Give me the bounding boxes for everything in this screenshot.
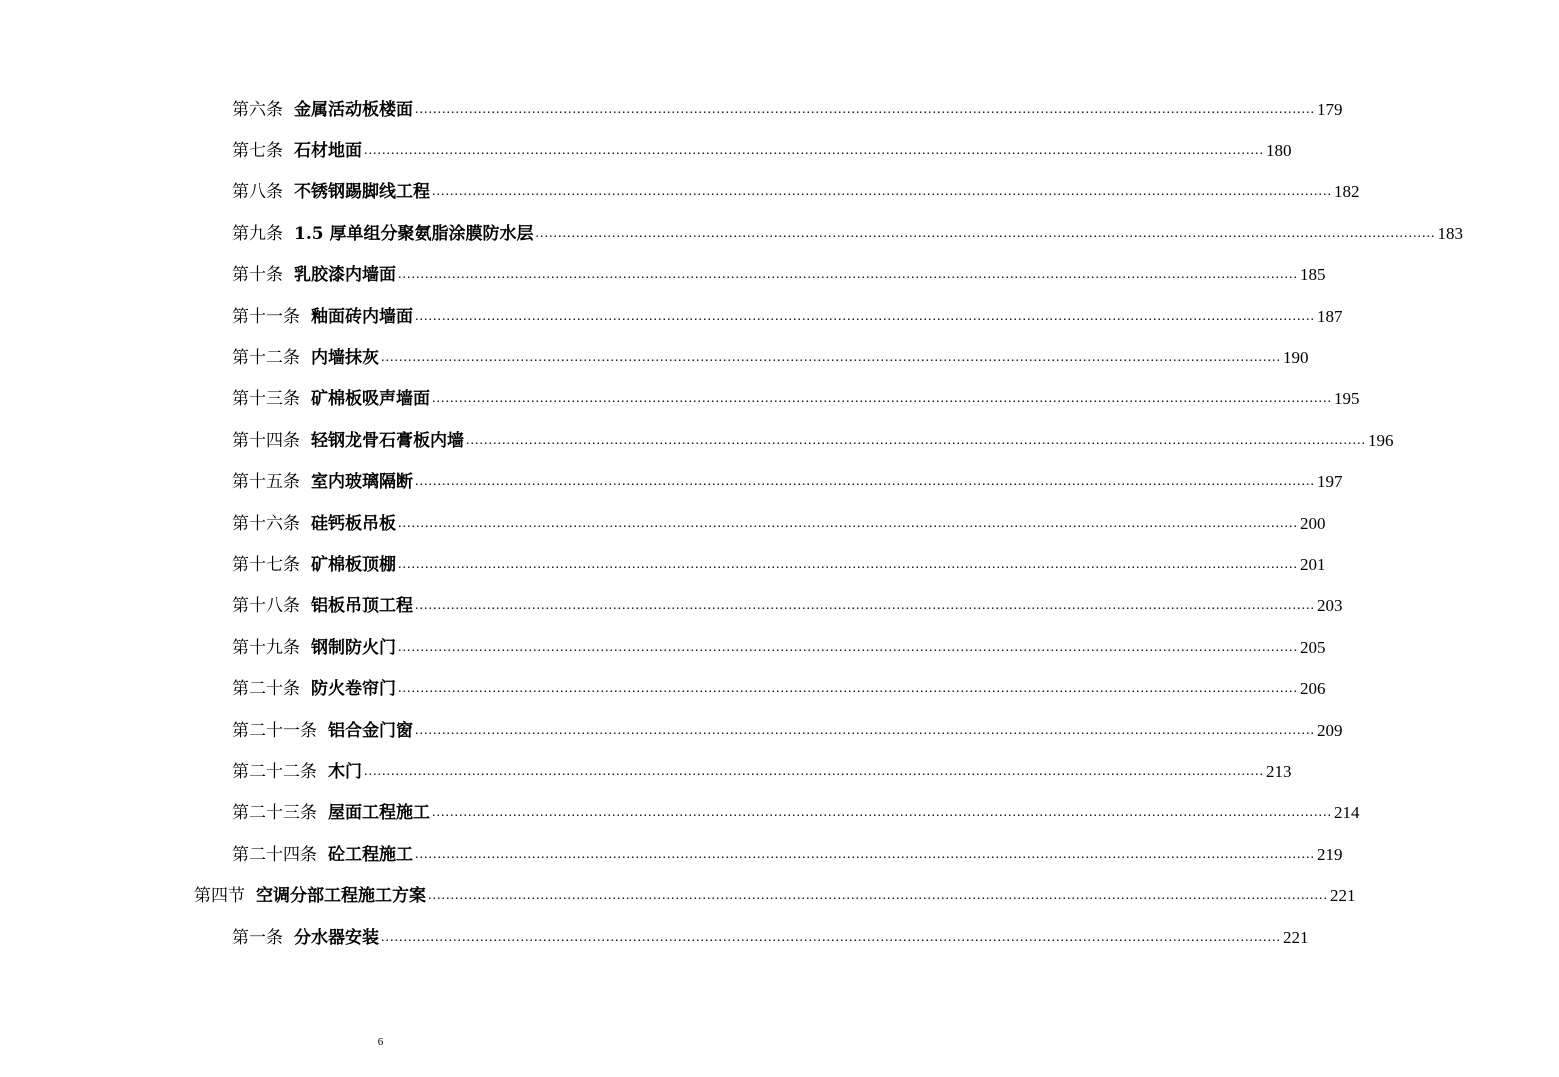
toc-dot-leader: ........................................................................................................................................................................................................ [432, 184, 1332, 200]
toc-dot-leader: ........................................................................................................................................................................................................ [415, 846, 1315, 862]
toc-entry[interactable] [0, 462, 1343, 503]
toc-entry-title: 室内玻璃隔断 [311, 472, 413, 493]
toc-entry-number: 第十九条 [232, 637, 300, 658]
toc-entry[interactable] [0, 875, 1356, 916]
toc-entry-page: 180 [1266, 141, 1292, 161]
toc-dot-leader: ........................................................................................................................................................................................................ [398, 515, 1298, 531]
toc-entry-page: 221 [1330, 886, 1356, 906]
toc-entry-title: 1.5 厚单组分聚氨脂涂膜防水层 [294, 223, 534, 244]
toc-entry-page: 187 [1317, 306, 1343, 326]
toc-entry-page: 214 [1334, 803, 1360, 823]
toc-entry-number: 第九条 [232, 223, 283, 244]
toc-entry-page: 219 [1317, 844, 1343, 864]
toc-entry[interactable] [0, 130, 1292, 171]
toc-entry[interactable] [0, 668, 1326, 709]
toc-entry-page: 200 [1300, 513, 1326, 533]
toc-entry-title: 内墙抹灰 [311, 348, 379, 369]
toc-entry-title: 釉面砖内墙面 [311, 306, 413, 327]
toc-entry-page: 190 [1283, 348, 1309, 368]
toc-entry[interactable] [0, 213, 1463, 254]
table-of-contents [0, 89, 1463, 958]
toc-dot-leader: ........................................................................................................................................................................................................ [364, 143, 1264, 159]
toc-entry-title: 硅钙板吊板 [311, 513, 396, 534]
toc-dot-leader: ........................................................................................................................................................................................................ [398, 556, 1298, 572]
toc-entry-number: 第八条 [232, 182, 283, 203]
toc-entry-title: 屋面工程施工 [328, 803, 430, 824]
toc-dot-leader: ........................................................................................................................................................................................................ [432, 805, 1332, 821]
toc-entry[interactable] [0, 379, 1360, 420]
toc-entry-number: 第十六条 [232, 513, 300, 534]
toc-entry[interactable] [0, 544, 1326, 585]
toc-dot-leader: ........................................................................................................................................................................................................ [415, 308, 1315, 324]
toc-entry-number: 第十三条 [232, 389, 300, 410]
toc-entry-number: 第六条 [232, 99, 283, 120]
toc-entry-title: 不锈钢踢脚线工程 [294, 182, 430, 203]
toc-entry-page: 205 [1300, 637, 1326, 657]
toc-entry-title: 轻钢龙骨石膏板内墙 [311, 430, 464, 451]
toc-entry-page: 185 [1300, 265, 1326, 285]
toc-dot-leader: ........................................................................................................................................................................................................ [415, 474, 1315, 490]
toc-entry-page: 209 [1317, 720, 1343, 740]
toc-entry-title: 金属活动板楼面 [294, 99, 413, 120]
toc-entry-title: 矿棉板顶棚 [311, 554, 396, 575]
toc-entry-page: 206 [1300, 679, 1326, 699]
toc-dot-leader: ........................................................................................................................................................................................................ [398, 639, 1298, 655]
page-number: 6 [377, 1036, 384, 1048]
toc-entry-number: 第四节 [194, 886, 245, 907]
toc-dot-leader: ........................................................................................................................................................................................................ [432, 391, 1332, 407]
toc-entry-page: 203 [1317, 596, 1343, 616]
toc-entry-number: 第十四条 [232, 430, 300, 451]
toc-entry-title: 分水器安装 [294, 927, 379, 948]
toc-entry-title: 空调分部工程施工方案 [256, 886, 426, 907]
toc-entry-title: 铝板吊顶工程 [311, 596, 413, 617]
toc-entry-title: 乳胶漆内墙面 [294, 265, 396, 286]
toc-entry-number: 第十七条 [232, 554, 300, 575]
toc-entry-title: 石材地面 [294, 141, 362, 162]
toc-entry-title: 钢制防火门 [311, 637, 396, 658]
toc-entry-number: 第七条 [232, 141, 283, 162]
toc-entry-number: 第十八条 [232, 596, 300, 617]
toc-dot-leader: ........................................................................................................................................................................................................ [398, 681, 1298, 697]
toc-entry-page: 197 [1317, 472, 1343, 492]
toc-dot-leader: ........................................................................................................................................................................................................ [466, 432, 1366, 448]
toc-entry-page: 179 [1317, 99, 1343, 119]
toc-entry-number: 第十五条 [232, 472, 300, 493]
toc-dot-leader: ........................................................................................................................................................................................................ [364, 763, 1264, 779]
toc-dot-leader: ........................................................................................................................................................................................................ [415, 598, 1315, 614]
toc-entry-title: 木门 [328, 761, 362, 782]
toc-entry-page: 201 [1300, 554, 1326, 574]
toc-dot-leader: ........................................................................................................................................................................................................ [535, 225, 1436, 241]
toc-entry[interactable] [0, 710, 1343, 751]
toc-entry[interactable] [0, 503, 1326, 544]
toc-dot-leader: ........................................................................................................................................................................................................ [381, 929, 1281, 945]
toc-dot-leader: ........................................................................................................................................................................................................ [428, 888, 1328, 904]
toc-entry-page: 183 [1437, 223, 1463, 243]
toc-entry[interactable] [0, 917, 1309, 958]
toc-entry-number: 第十二条 [232, 348, 300, 369]
toc-entry-page: 221 [1283, 927, 1309, 947]
toc-entry[interactable] [0, 586, 1343, 627]
toc-entry-number: 第十条 [232, 265, 283, 286]
toc-dot-leader: ........................................................................................................................................................................................................ [415, 101, 1315, 117]
toc-entry[interactable] [0, 89, 1343, 130]
toc-entry-page: 195 [1334, 389, 1360, 409]
toc-entry-title: 铝合金门窗 [328, 720, 413, 741]
toc-entry[interactable] [0, 296, 1343, 337]
toc-entry-number: 第二十二条 [232, 761, 317, 782]
toc-entry[interactable] [0, 751, 1292, 792]
toc-entry-page: 182 [1334, 182, 1360, 202]
toc-entry-title: 防火卷帘门 [311, 679, 396, 700]
toc-entry[interactable] [0, 627, 1326, 668]
toc-dot-leader: ........................................................................................................................................................................................................ [381, 350, 1281, 366]
toc-entry-number: 第二十三条 [232, 803, 317, 824]
toc-entry-page: 213 [1266, 761, 1292, 781]
toc-entry-page: 196 [1368, 430, 1394, 450]
toc-entry-title: 砼工程施工 [328, 844, 413, 865]
toc-entry-number: 第二十条 [232, 679, 300, 700]
toc-entry-number: 第十一条 [232, 306, 300, 327]
toc-entry[interactable] [0, 793, 1360, 834]
toc-entry-title: 矿棉板吸声墙面 [311, 389, 430, 410]
toc-entry-number: 第一条 [232, 927, 283, 948]
toc-dot-leader: ........................................................................................................................................................................................................ [398, 267, 1298, 283]
toc-entry-number: 第二十四条 [232, 844, 317, 865]
toc-entry[interactable] [0, 834, 1343, 875]
toc-dot-leader: ........................................................................................................................................................................................................ [415, 722, 1315, 738]
toc-entry[interactable] [0, 172, 1360, 213]
toc-entry[interactable] [0, 255, 1326, 296]
toc-entry-number: 第二十一条 [232, 720, 317, 741]
toc-entry[interactable] [0, 337, 1309, 378]
toc-entry[interactable] [0, 420, 1394, 461]
